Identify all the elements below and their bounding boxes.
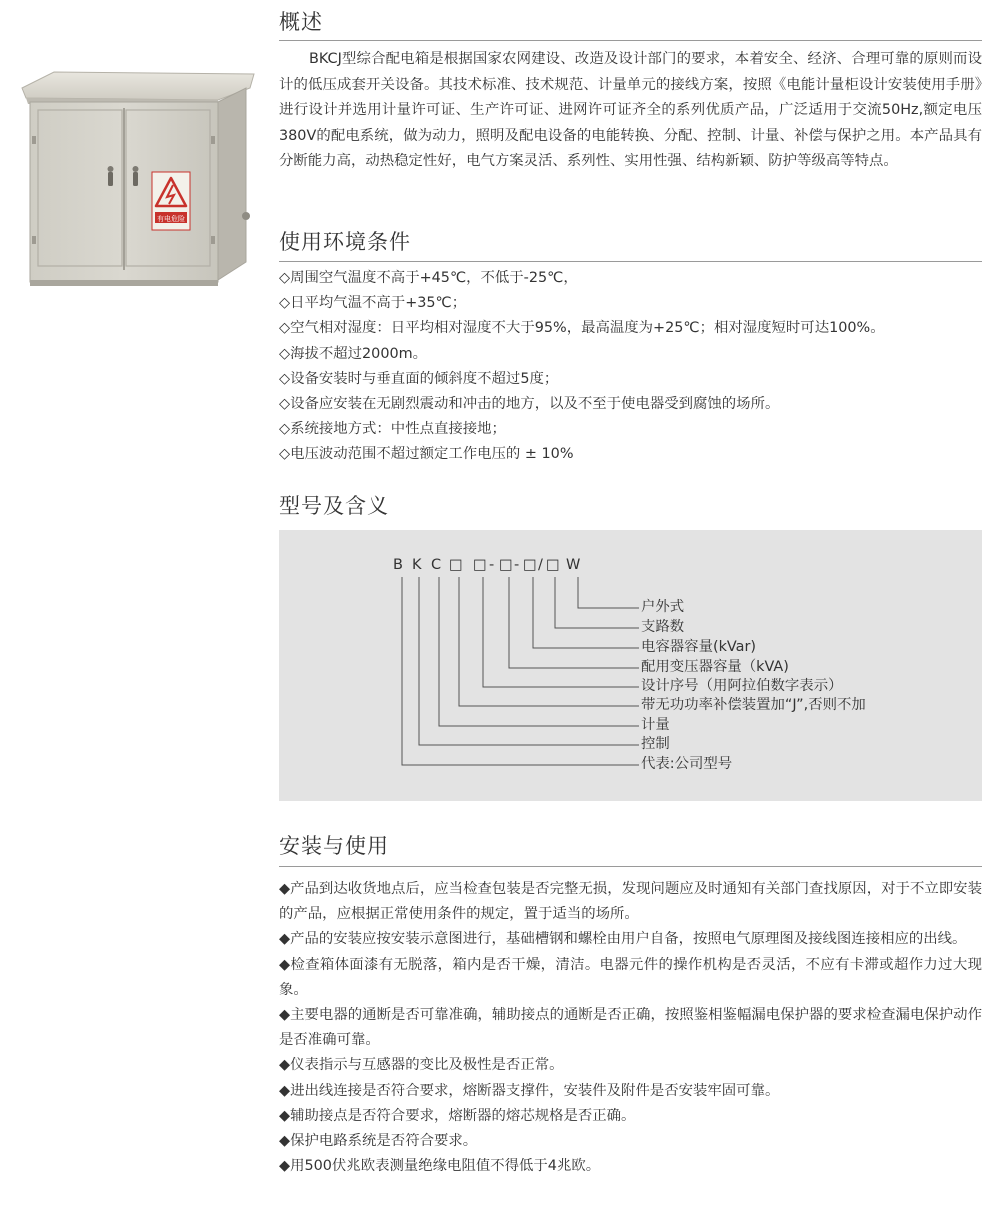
code-char: □ <box>473 557 488 573</box>
overview-paragraph: BKCJ型综合配电箱是根据国家农网建设、改造及设计部门的要求，本着安全、经济、合理可靠的原则而设计的低压成套开关设备。其技术标准、技术规范、计量单元的接线方案，按照《电能计量柜设计安装使用手册》进行设计并选用计量许可证、生产许可证、进网许可证齐全的系列优质产品，广泛适用于交流50Hz,额定电压380V的配电系统，做为动力，照明及配电设备的电能转换、分配、控制、计量、补偿与保护之用。本产品具有分断能力高，动热稳定性好，电气方案灵活、系列性、实用性强、结构新颖、防护等级高等特点。 <box>279 51 982 170</box>
list-item: ◇电压波动范围不超过额定工作电压的 ± 10% <box>279 446 574 463</box>
model-meaning: 控制 <box>641 736 670 752</box>
list-item: ◆产品到达收货地点后，应当检查包装是否完整无损，发现问题应及时通知有关部门查找原因，对于不立即安装的产品，应根据正常使用条件的规定，置于适当的场所。 <box>279 881 982 923</box>
section-divider <box>279 261 982 262</box>
overview-title: 概述 <box>279 10 323 34</box>
warning-label: 有电危险 <box>157 215 185 223</box>
install-title: 安装与使用 <box>279 834 389 858</box>
list-item: ◇系统接地方式：中性点直接接地； <box>279 421 506 438</box>
code-char: □ <box>499 557 514 573</box>
list-item: ◆主要电器的通断是否可靠准确，辅助接点的通断是否正确，按照鉴相鉴幅漏电保护器的要求检查漏电保护动作是否准确可靠。 <box>279 1007 982 1049</box>
code-char: / <box>538 557 544 573</box>
model-meaning: 支路数 <box>641 619 685 635</box>
model-meaning: 计量 <box>641 717 670 733</box>
model-leader-lines <box>279 530 982 801</box>
model-meaning: 户外式 <box>641 599 685 615</box>
list-item: ◆产品的安装应按安装示意图进行，基础槽钢和螺栓由用户自备，按照电气原理图及接线图连接相应的出线。 <box>279 931 967 948</box>
code-char: □ <box>523 557 538 573</box>
model-meaning: 代表:公司型号 <box>641 756 733 772</box>
section-divider <box>279 866 982 867</box>
code-char: - <box>489 557 495 573</box>
section-divider <box>279 40 982 41</box>
list-item: ◇日平均气温不高于+35℃； <box>279 295 467 312</box>
code-char: W <box>566 557 581 573</box>
list-item: ◆进出线连接是否符合要求，熔断器支撑件，安装件及附件是否安装牢固可靠。 <box>279 1082 780 1099</box>
model-meaning: 带无功功率补偿装置加“J”,否则不加 <box>641 697 866 713</box>
model-meaning: 配用变压器容量（kVA) <box>641 659 789 675</box>
list-item: ◆用500伏兆欧表测量绝缘电阻值不得低于4兆欧。 <box>279 1158 601 1175</box>
warning-sign-icon <box>152 172 190 230</box>
model-diagram <box>279 530 982 801</box>
install-list <box>279 877 982 1179</box>
list-item: ◆保护电路系统是否符合要求。 <box>279 1133 478 1150</box>
environment-title: 使用环境条件 <box>279 230 411 254</box>
code-char: K <box>412 557 423 573</box>
model-title: 型号及含义 <box>279 494 389 518</box>
code-char: B <box>393 557 404 573</box>
list-item: ◇空气相对湿度：日平均相对湿度不大于95%，最高温度为+25℃；相对湿度短时可达100%。 <box>279 320 885 337</box>
code-char: C <box>431 557 442 573</box>
product-image <box>18 66 256 292</box>
code-char: □ <box>546 557 561 573</box>
list-item: ◆仪表指示与互感器的变比及极性是否正常。 <box>279 1057 564 1074</box>
list-item: ◇周围空气温度不高于+45℃，不低于-25℃， <box>279 270 578 286</box>
list-item: ◇设备安装时与垂直面的倾斜度不超过5度； <box>279 370 559 387</box>
list-item: ◆检查箱体面漆有无脱落，箱内是否干燥，清洁。电器元件的操作机构是否灵活，不应有卡滞或超作力过大现象。 <box>279 956 982 998</box>
code-char: - <box>514 557 520 573</box>
model-meaning: 电容器容量(kVar) <box>641 639 756 655</box>
list-item: ◇设备应安装在无剧烈震动和冲击的地方，以及不至于使电器受到腐蚀的场所。 <box>279 396 780 413</box>
code-char: □ <box>449 557 464 573</box>
list-item: ◇海拔不超过2000m。 <box>279 345 428 362</box>
list-item: ◆辅助接点是否符合要求，熔断器的熔芯规格是否正确。 <box>279 1107 636 1124</box>
model-meaning: 设计序号（用阿拉伯数字表示） <box>641 678 843 694</box>
environment-list <box>279 266 982 468</box>
